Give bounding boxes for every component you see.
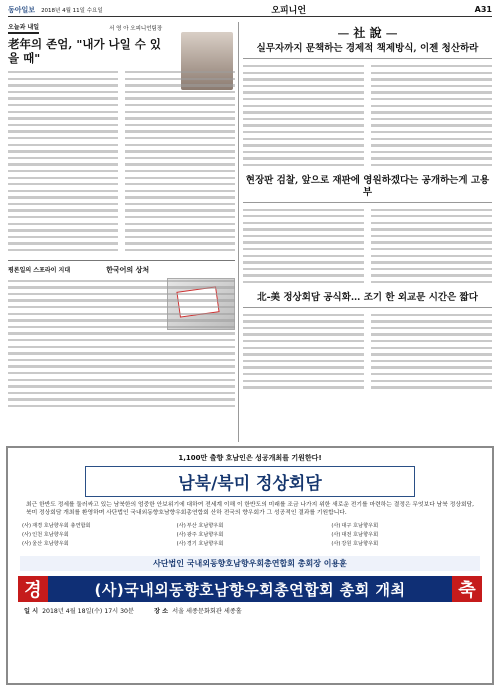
ad-info xyxy=(8,602,492,615)
left-column xyxy=(8,22,235,410)
page-number: A31 xyxy=(474,5,492,14)
masthead xyxy=(8,3,492,17)
section-title: 오피니언 xyxy=(271,6,307,16)
org-item: (사) 강원 호남향우회 xyxy=(331,540,478,547)
editorial2-headline: 현장판 검찰, 앞으로 재판에 영원하겠다는 공개하는게 고용부 xyxy=(243,175,492,203)
editorial1-headline: 실무자까지 문책하는 경제적 책제방식, 이젠 청산하라 xyxy=(243,43,492,59)
org-item: (사) 대구 호남향우회 xyxy=(331,522,478,529)
ad-org-list xyxy=(8,517,492,552)
column2-kicker xyxy=(8,265,235,275)
column2-title: 한국어의 상처 xyxy=(106,265,150,274)
ad-top-line: 1,100만 출향 호남인은 성공개최를 기원한다! xyxy=(178,454,322,462)
org-item: (사) 대전 호남향우회 xyxy=(331,531,478,538)
celebrate-left: 경 xyxy=(18,576,48,602)
ad-body: 최근 한반도 정세를 둘러싸고 있는 남북한의 엄중한 안보위기에 대하여 전세계 이해 이 한반도의 미래를 조금 나가지 위한 새로운 전기를 마련하는 결정은 무엇보다 남북 정상회담, 북미 정상회담 개최를 환영하며 사단법인 국내외동향호남향우회총연합회 산하 전국의 향우회가 그 성공적인 결과를 기원합니다. xyxy=(26,502,474,516)
column-divider xyxy=(238,22,239,442)
ad-info-item: 장 소 서울 세종문화회관 세종홀 xyxy=(153,608,242,615)
column-body xyxy=(8,69,235,254)
masthead-date: 2018년 4월 11일 수요일 xyxy=(41,7,103,14)
ad-banner: 남북/북미 정상회담 xyxy=(85,466,415,497)
kicker-tag: 오늘과 내일 xyxy=(8,22,39,34)
advertisement xyxy=(6,446,494,685)
ad-main-title: (사)국내외동향호남향우회총연합회 총회 개최 xyxy=(94,580,406,599)
editorial-column xyxy=(243,22,492,391)
celebrate-right: 축 xyxy=(452,576,482,602)
ad-info-item: 일 시 2018년 4월 18일(수) 17시 30분 xyxy=(24,608,134,615)
paper-name: 동아일보 xyxy=(8,5,36,14)
org-item: (사) 광주 호남향우회 xyxy=(177,531,324,538)
editorial3-headline: 北-美 정상회담 공식화… 조기 한 외교문 시간은 짧다 xyxy=(243,292,492,308)
ad-organizer: 사단법인 국내외동향호남향우회총연합회 총회장 이용훈 xyxy=(20,556,480,571)
section-separator xyxy=(8,260,235,261)
editorial-tag: — 社 說 — xyxy=(243,24,492,41)
byline: 서 영 아 오피니언팀장 xyxy=(109,26,163,32)
ad-main-title-bar xyxy=(18,576,482,602)
column-headline: 老年의 존엄, "내가 나일 수 있을 때" xyxy=(8,37,161,65)
org-item: (사) 경기 호남향우회 xyxy=(177,540,324,547)
org-item: (사) 부산 호남향우회 xyxy=(177,522,324,529)
org-item: (사) 울산 호남향우회 xyxy=(22,540,169,547)
column2-tag: 평론일의 스포라이 지대 xyxy=(8,267,71,275)
org-item: (사) 재경 호남향우회 총연합회 xyxy=(22,522,169,529)
org-item: (사) 인천 호남향우회 xyxy=(22,531,169,538)
